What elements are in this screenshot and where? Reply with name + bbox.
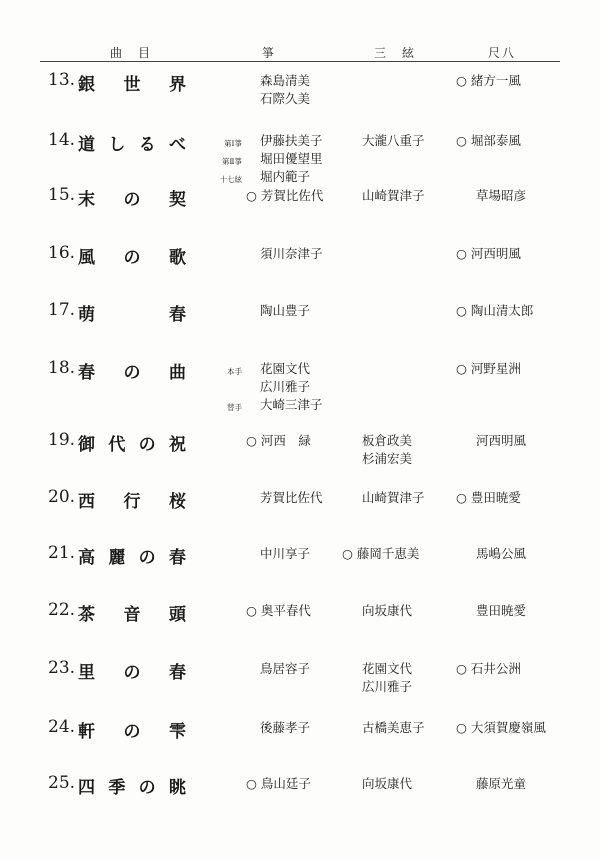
piece-title-char: の	[123, 722, 141, 742]
performer-name: 芳賀比佐代	[260, 490, 323, 505]
koto-performers	[226, 660, 310, 678]
piece-title-char: の	[138, 548, 156, 568]
shakuhachi-performers	[456, 660, 540, 678]
piece-title-char: 桜	[169, 492, 186, 512]
piece-number: 20.	[48, 487, 76, 507]
piece-title-char: 行	[123, 492, 141, 512]
koto-performers	[226, 775, 311, 793]
piece-title-char: 麗	[108, 548, 126, 568]
piece-title-char: 春	[78, 363, 95, 383]
piece-title	[78, 773, 186, 798]
piece-title-char: 曲	[169, 363, 186, 383]
shakuhachi-performers	[456, 432, 540, 450]
performer-name: 山崎賀津子	[362, 188, 425, 203]
performer-name: ○ 緒方一風	[456, 73, 521, 88]
performer-name: ○ 堀部泰風	[456, 133, 521, 148]
koto-performers	[226, 545, 310, 563]
koto-performers	[226, 602, 311, 620]
piece-title-char: 世	[123, 75, 141, 95]
piece-title-char: 祝	[168, 435, 186, 455]
piece-title-char: 契	[169, 190, 186, 210]
performer-name: 広川雅子	[260, 379, 311, 394]
piece-title-char: 銀	[78, 75, 95, 95]
performer-name: 須川奈津子	[260, 246, 323, 261]
piece-title-char: し	[108, 135, 126, 155]
piece-title-char: 萌	[78, 305, 95, 325]
piece-title-char: 界	[169, 75, 186, 95]
performer-name: ○ 大須賀慶嶺風	[456, 720, 546, 735]
shamisen-performers	[342, 775, 450, 793]
shakuhachi-performers	[456, 775, 540, 793]
performer-name: ○ 石井公洲	[456, 661, 521, 676]
piece-number: 16.	[48, 243, 76, 263]
piece-title-char: 春	[169, 663, 186, 683]
performer-name: 向坂康代	[362, 776, 413, 791]
piece-title	[78, 543, 186, 568]
shakuhachi-performers	[456, 360, 540, 378]
piece-title	[78, 358, 186, 383]
shakuhachi-performers	[456, 302, 540, 320]
performer-name: 中川享子	[260, 546, 311, 561]
piece-title	[78, 243, 186, 268]
performer-name: ○ 豊田暁愛	[456, 490, 521, 505]
performer-name: ○ 河西 緑	[246, 433, 311, 448]
shakuhachi-performers	[456, 602, 540, 620]
part-label: 第Ⅱ箏	[221, 157, 242, 166]
piece-title-char: 高	[78, 548, 95, 568]
shakuhachi-performers	[456, 132, 540, 150]
piece-title-char: 風	[78, 248, 95, 268]
koto-performers	[226, 360, 323, 414]
piece-title	[78, 300, 186, 325]
piece-title-char: 軒	[78, 722, 95, 742]
performer-name: 伊藤扶美子	[260, 133, 323, 148]
piece-title-char: 音	[123, 605, 141, 625]
part-label: 替手	[227, 403, 242, 412]
shamisen-performers	[342, 432, 450, 468]
performer-name: ○ 河野星洲	[456, 361, 521, 376]
performer-name: 杉浦宏美	[362, 451, 413, 466]
piece-number: 19.	[48, 430, 76, 450]
performer-name: 古橋美恵子	[362, 720, 425, 735]
piece-title-char: の	[123, 248, 141, 268]
piece-number: 23.	[48, 658, 76, 678]
piece-number: 17.	[48, 300, 76, 320]
piece-title-char: 里	[78, 663, 95, 683]
piece-title-char: 茶	[78, 605, 95, 625]
piece-number: 18.	[48, 358, 76, 378]
shamisen-performers	[342, 719, 450, 737]
header-title-column: 曲 目	[110, 46, 153, 60]
piece-title-char: 頭	[169, 605, 186, 625]
piece-title-char: べ	[168, 135, 186, 155]
performer-name: ○ 陶山清太郎	[456, 303, 534, 318]
koto-performers	[226, 302, 310, 320]
koto-performers	[226, 489, 323, 507]
piece-title-char: 道	[78, 135, 95, 155]
shamisen-performers	[342, 602, 450, 620]
performer-name: 後藤孝子	[260, 720, 311, 735]
performer-name: 鳥居容子	[260, 661, 311, 676]
piece-title-char: 歌	[169, 248, 186, 268]
part-label: 本手	[227, 367, 242, 376]
performer-name: 広川雅子	[362, 679, 413, 694]
piece-title-char: 四	[78, 778, 95, 798]
performer-name: ○ 鳥山廷子	[246, 776, 311, 791]
shakuhachi-performers	[456, 545, 540, 563]
performer-name: 板倉政美	[362, 433, 413, 448]
shamisen-performers	[342, 489, 450, 507]
piece-number: 21.	[48, 543, 76, 563]
piece-title-char: る	[138, 135, 156, 155]
shamisen-performers	[342, 545, 450, 563]
performer-name: 豊田暁愛	[476, 603, 527, 618]
performer-name: 森島清美	[260, 73, 311, 88]
performer-name: 向坂康代	[362, 603, 413, 618]
header-shamisen-column: 三 絃	[374, 46, 417, 60]
piece-number: 13.	[48, 70, 76, 90]
performer-name: 馬嶋公風	[476, 546, 527, 561]
performer-name: ○ 芳賀比佐代	[246, 188, 324, 203]
piece-title-char: の	[138, 778, 156, 798]
koto-performers	[226, 719, 310, 737]
performer-name: 堀田優望里	[260, 151, 323, 166]
piece-title	[78, 430, 186, 455]
part-label: 十七絃	[219, 175, 242, 184]
header-divider	[40, 61, 560, 62]
piece-title	[78, 130, 186, 155]
performer-name: 河西明風	[476, 433, 527, 448]
shamisen-performers	[342, 132, 450, 150]
piece-title-char: の	[138, 435, 156, 455]
piece-title	[78, 70, 186, 95]
piece-title-char: 末	[78, 190, 95, 210]
performer-name: ○ 藤岡千恵美	[342, 546, 420, 561]
piece-title-char: 春	[168, 548, 186, 568]
koto-performers	[226, 432, 311, 450]
koto-performers	[226, 245, 323, 263]
performer-name: 山崎賀津子	[362, 490, 425, 505]
shakuhachi-performers	[456, 72, 540, 90]
shakuhachi-performers	[456, 187, 540, 205]
performer-name: 大崎三津子	[260, 397, 323, 412]
piece-title	[78, 185, 186, 210]
piece-number: 24.	[48, 717, 76, 737]
performer-name: 花園文代	[362, 661, 413, 676]
piece-title-char: 春	[169, 305, 186, 325]
piece-title-char: 季	[108, 778, 126, 798]
shakuhachi-performers	[456, 719, 546, 737]
piece-number: 25.	[48, 773, 76, 793]
piece-title-char: 眺	[168, 778, 186, 798]
koto-performers	[226, 72, 310, 108]
piece-title	[78, 717, 186, 742]
piece-title	[78, 658, 186, 683]
shamisen-performers	[342, 660, 450, 696]
piece-number: 22.	[48, 600, 76, 620]
performer-name: ○ 河西明風	[456, 246, 521, 261]
performer-name: 花園文代	[260, 361, 311, 376]
shakuhachi-performers	[456, 489, 540, 507]
performer-name: 草場昭彦	[476, 188, 527, 203]
koto-performers	[219, 132, 323, 186]
piece-title-char: 西	[78, 492, 95, 512]
piece-title-char: の	[123, 663, 141, 683]
piece-title-char: 御	[78, 435, 95, 455]
piece-title	[78, 487, 186, 512]
piece-number: 14.	[48, 130, 76, 150]
header-shakuhachi-column: 尺八	[488, 46, 517, 60]
performer-name: 石際久美	[260, 91, 311, 106]
piece-title-char: の	[123, 363, 141, 383]
header-koto-column: 箏	[262, 46, 277, 60]
part-label: 第Ⅰ箏	[224, 139, 242, 148]
piece-title-char: 雫	[169, 722, 186, 742]
piece-title-char: 代	[108, 435, 126, 455]
performer-name: 藤原光童	[476, 776, 527, 791]
piece-number: 15.	[48, 185, 76, 205]
shakuhachi-performers	[456, 245, 540, 263]
performer-name: 陶山豊子	[260, 303, 311, 318]
performer-name: 堀内範子	[260, 169, 311, 184]
performer-name: 大瀧八重子	[362, 133, 425, 148]
shamisen-performers	[342, 187, 450, 205]
piece-title	[78, 600, 186, 625]
piece-title-char: の	[123, 190, 141, 210]
performer-name: ○ 奥平春代	[246, 603, 311, 618]
koto-performers	[226, 187, 323, 205]
